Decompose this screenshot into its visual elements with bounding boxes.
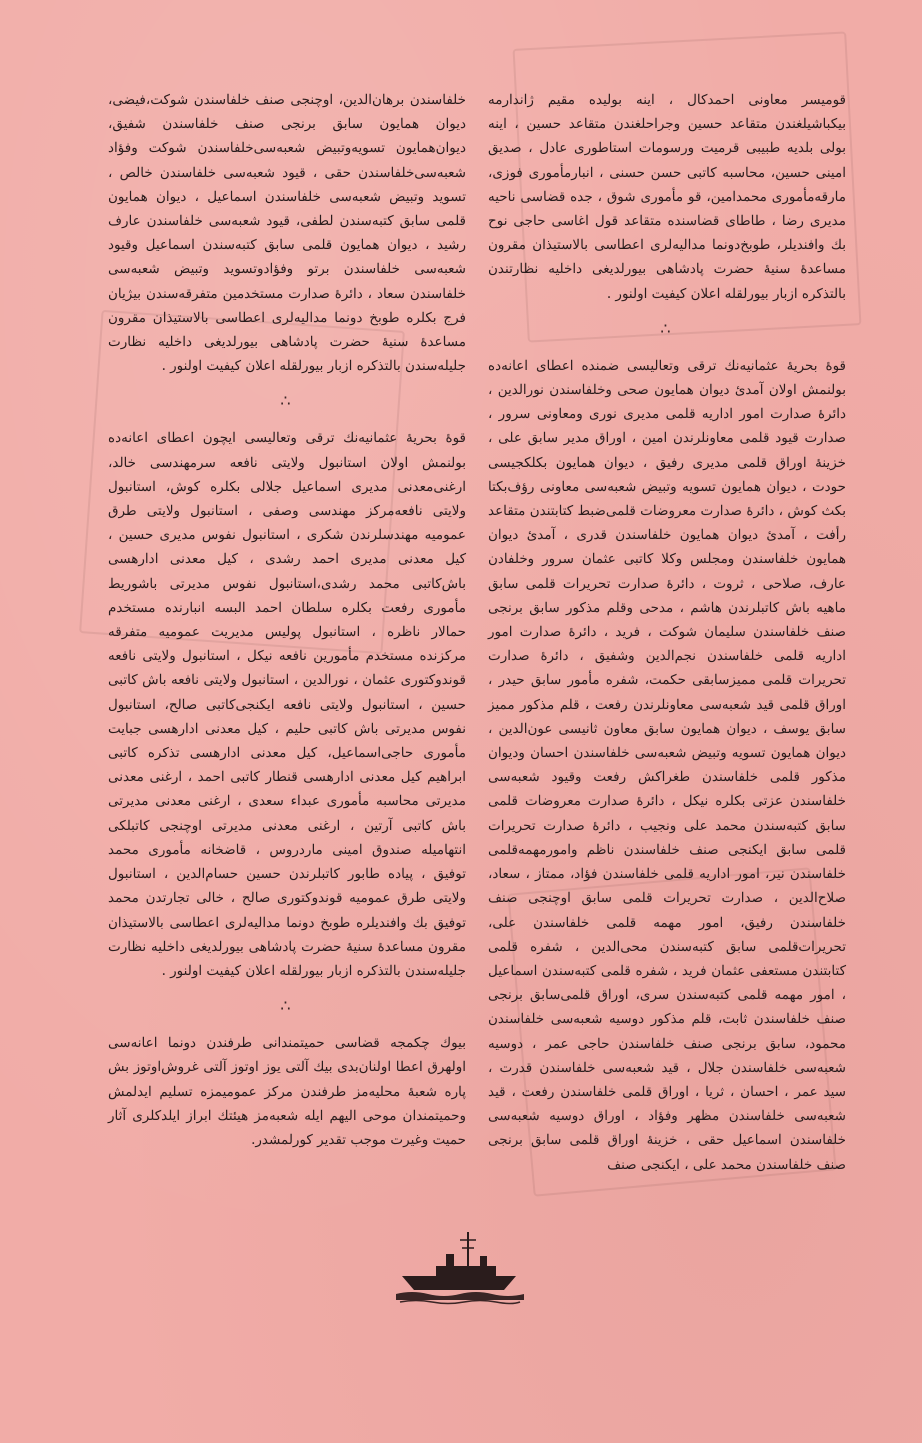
right-paragraph-1: قومیسر معاونی احمدکال ، اینه بولیده مقیم ژاندارمه بیکباشیلغندن متقاعد حسین وجراحلغندن متقاعد حسین ، اینه بولی بلدیه طبیبی قرمیت ورسومات استاطوری عادل ، صدیق امینی حسین، محاسبه کاتبی حسن حسنی ، انبارمأموری فوزی، مارقه‌مأموری محمدامین، قو مأموری شوق ، جده قضاسی ناحیه مدیری رضا ، طاطای قضاسنده متقاعد قول اغاسی حاجی نوح بك وافندیلر، طوبخ‌دونما مدالیه‌لری اعطاسی بالاستیذان مقرون مساعدهٔ سنیهٔ حضرت پادشاهی بیورلدیغی داخلیه نظارتندن بالتذکره ازبار بیورلقله اعلان کیفیت اولنور . [488, 92, 846, 302]
left-column [108, 88, 466, 1152]
left-paragraph-3: بیوك چکمجه قضاسی حمیتمندانی طرفندن دونما اعانه‌سی اولهرق اعطا اولنان‌بدی بیك آلتی یوز اوتوز آلتی غروش‌اوتوز بش پاره شعبهٔ محلیه‌مز طرفندن مرکز عمومیمزه تسلیم ایدلمش وحمیتمندان موحی الیهم ایله شعبه‌مز هیئتك ابراز ایلدکلری آثار حمیت وغیرت موجب تقدیر کورلمشدر. [108, 1035, 466, 1148]
section-separator: ∴ [280, 996, 294, 1016]
section-separator: ∴ [660, 318, 674, 338]
section-separator: ∴ [280, 391, 294, 411]
left-paragraph-2: قوهٔ بحریهٔ عثمانیه‌نك ترقی وتعالیسی ایچون اعطای اعانه‌ده بولنمش اولان استانبول ولایتی نافعه سرمهندسی خالد، ارغنی‌معدنی مدیری اسماعیل جلالی بکلره کوش، استانبول ولایتی نافعه‌مرکز مهندسی وصفی ، استانبول ولایتی طرق عمومیه مهندسلرندن شکری ، استانبول نفوس مدیری حسین ، کیل معدنی مدیری احمد رشدی ، کیل معدنی ادارهسی باش‌کاتبی محمد رشدی،استانبول نفوس مدیرتی باشوریط مأموری رفعت بکلره سلطان احمد البسه انبارنده مستخدم حمالار ناظره ، استانبول پولیس مدیریت عمومیه متفرقه مرکزنده مستخدم مأمورین نافعه نیکل ، استانبول ولایتی نافعه قوندوکتوری عثمان ، نورالدین ، استانبول ولایتی نافعه باش کاتبی حسین ، استانبول ولایتی نافعه ایکنجی‌کاتبی صالح، استانبول نفوس مدیرتی باش کاتبی حلیم ، کیل معدنی ادارهسی جبایت مأموری حاجی‌اسماعیل، کیل معدنی ادارهسی تذکره کاتبی ابراهیم کیل معدنی ادارهسی قنطار کاتبی احمد ، ارغنی معدنی مدیرتی محاسبه مأموری عبداء سعدی ، ارغنی معدنی مدیرتی باش کاتبی آرتین ، ارغنی معدنی مدیرتی اوچنجی کاتبلکی انتهامیله صندوق امینی ماردروس ، قاضخانه مأموری محمد توفیق ، پیاده طابور کاتبلرندن حسین حسام‌الدین ، استانبول ولایتی طرق عمومیه قوندوکتوری صالح ، خالی تجارتدن محمد توفیق بك وافندیلره طوبخ دونما مدالیه‌لری اعطاسی بالاستیذان مقرون مساعدهٔ سنیهٔ حضرت پادشاهی بیورلدیغی داخلیه نظارت جلیله‌سندن بالتذکره ازبار بیورلقله اعلان کیفیت اولنور . [108, 430, 466, 979]
right-paragraph-2: قوهٔ بحریهٔ عثمانیه‌نك ترقی وتعالیسی ضمنده اعطای اعانه‌ده بولنمش اولان آمدیٔ دیوان همایون صحی وخلفاسندن نورالدین ، دائرهٔ صدارت امور اداریه قلمی مدیری نوری ومعاونی سرور ، صدارت قیود قلمی معاونلرندن امین ، اوراق مدیر سابق علی ، خزینهٔ اوراق قلمی مدیری رفیق ، دیوان همایون بکلکجیسی حودت ، دیوان همایون تسویه وتبیض شعبه‌سی معاونی رؤف‌بکتا بکث کوش ، دائرهٔ صدارت معروضات قلمی‌ضبط کتابتندن متقاعد رأفت ، آمدیٔ دیوان همایون خلفاسندن قدری ، آمدیٔ دیوان همایون خلفاسندن ومجلس وکلا کاتبی عثمان سرور وخلفادن عارف، صلاحی ، ثروت ، دائرهٔ صدارت تحریرات قلمی سابق ماهیه باش کاتبلرندن هاشم ، مدحی وقلم مذکور سابق برنجی صنف خلفاسندن سلیمان شوکت ، فرید ، دائرهٔ صدارت امور اداریه قلمی خلفاسندن نجم‌الدین وشفیق ، دائرهٔ صدارت تحریرات قلمی مميزسابقی حکمت، شفره مأمور سابق حیدر ، اوراق قلمی قید شعبه‌سی معاونلرندن رفعت ، قلم مذکور مميز سابق یوسف ، دیوان همایون سابق معاون ثانیسی عون‌الدین ، دیوان همایون تسویه وتبیض شعبه‌سی خلفاسندن احسان ودیوان مذکور قلمی خلفاسندن طغراکش رفعت وقیود شعبه‌سی خلفاسندن عزتی بکلره نیکل ، دائرهٔ صدارت معروضات قلمی سابق کتبه‌سندن محمد علی ونجیب ، دائرهٔ صدارت تحریرات قلمی سابق ایکنجی صنف خلفاسندن ناظم وامورمهمه‌قلمی خلفاسندن نیر، امور اداریه قلمی خلفاسندن فؤاد، ممتاز ، سعاد، صلاح‌الدین ، صدارت تحریرات قلمی سابق اوچنجی صنف خلفاسندن رفیق، امور مهمه قلمی خلفاسندن علی، تحریرات‌قلمی سابق کتبه‌سندن محی‌الدین ، شفره قلمی کتابتندن مستعفی عثمان فرید ، شفره قلمی کتبه‌سندن اسماعیل ، امور مهمه قلمی کتبه‌سندن سری، اوراق قلمی‌سابق برنجی صنف خلفاسندن ثابت، قلم مذکور دوسیه شعبه‌سی خلفاسندن محمود، سابق برنجی صنف خلفاسندن حاجی عمر ، دوسیه شعبه‌سی خلفاسندن جلال ، قید شعبه‌سی خلفاسندن قدرت ، سید عمر ، احسان ، ثریا ، اوراق قلمی خلفاسندن رفعت ، قید شعبه‌سی خلفاسندن مظهر وفؤاد ، اوراق دوسیه شعبه‌سی خلفاسندن اسماعیل حقی ، خزینهٔ اوراق قلمی سابق برنجی صنف خلفاسندن محمد علی ، ایکنجی صنف [488, 357, 846, 1173]
right-column [488, 88, 846, 1177]
battleship-icon [396, 1228, 524, 1308]
left-paragraph-1: خلفاسندن برهان‌الدین، اوچنجی صنف خلفاسندن شوکت،فیضی، دیوان همایون سابق برنجی صنف خلفاسندن شفیق، دیوان‌همایون تسویه‌وتبیض شعبه‌سی‌خلفاسندن شوکت وفؤاد شعبه‌سی‌خلفاسندن حقی ، قیود شعبه‌سی خلفاسندن خالص ، تسوید وتبیض شعبه‌سی خلفاسندن اسماعیل ، دیوان همایون قلمی سابق کتبه‌سندن لطفی، قیود شعبه‌سی خلفاسندن عارف رشید ، دیوان همایون قلمی سابق کتبه‌سندن اسماعیل وقیود شعبه‌سی خلفاسندن برتو وفؤادوتسوید وتبیض شعبه‌سی خلفاسندن سعاد ، دائرهٔ صدارت مستخدمین متفرقه‌سندن بیژیان فرج بکلره طوبخ دونما مدالیه‌لری اعطاسی بالاستیذان مقرون مساعدهٔ سنیهٔ حضرت پادشاهی بیورلدیغی داخلیه نظارت جلیله‌سندن بالتذکره ازبار بیورلقله اعلان کیفیت اولنور . [108, 92, 466, 375]
